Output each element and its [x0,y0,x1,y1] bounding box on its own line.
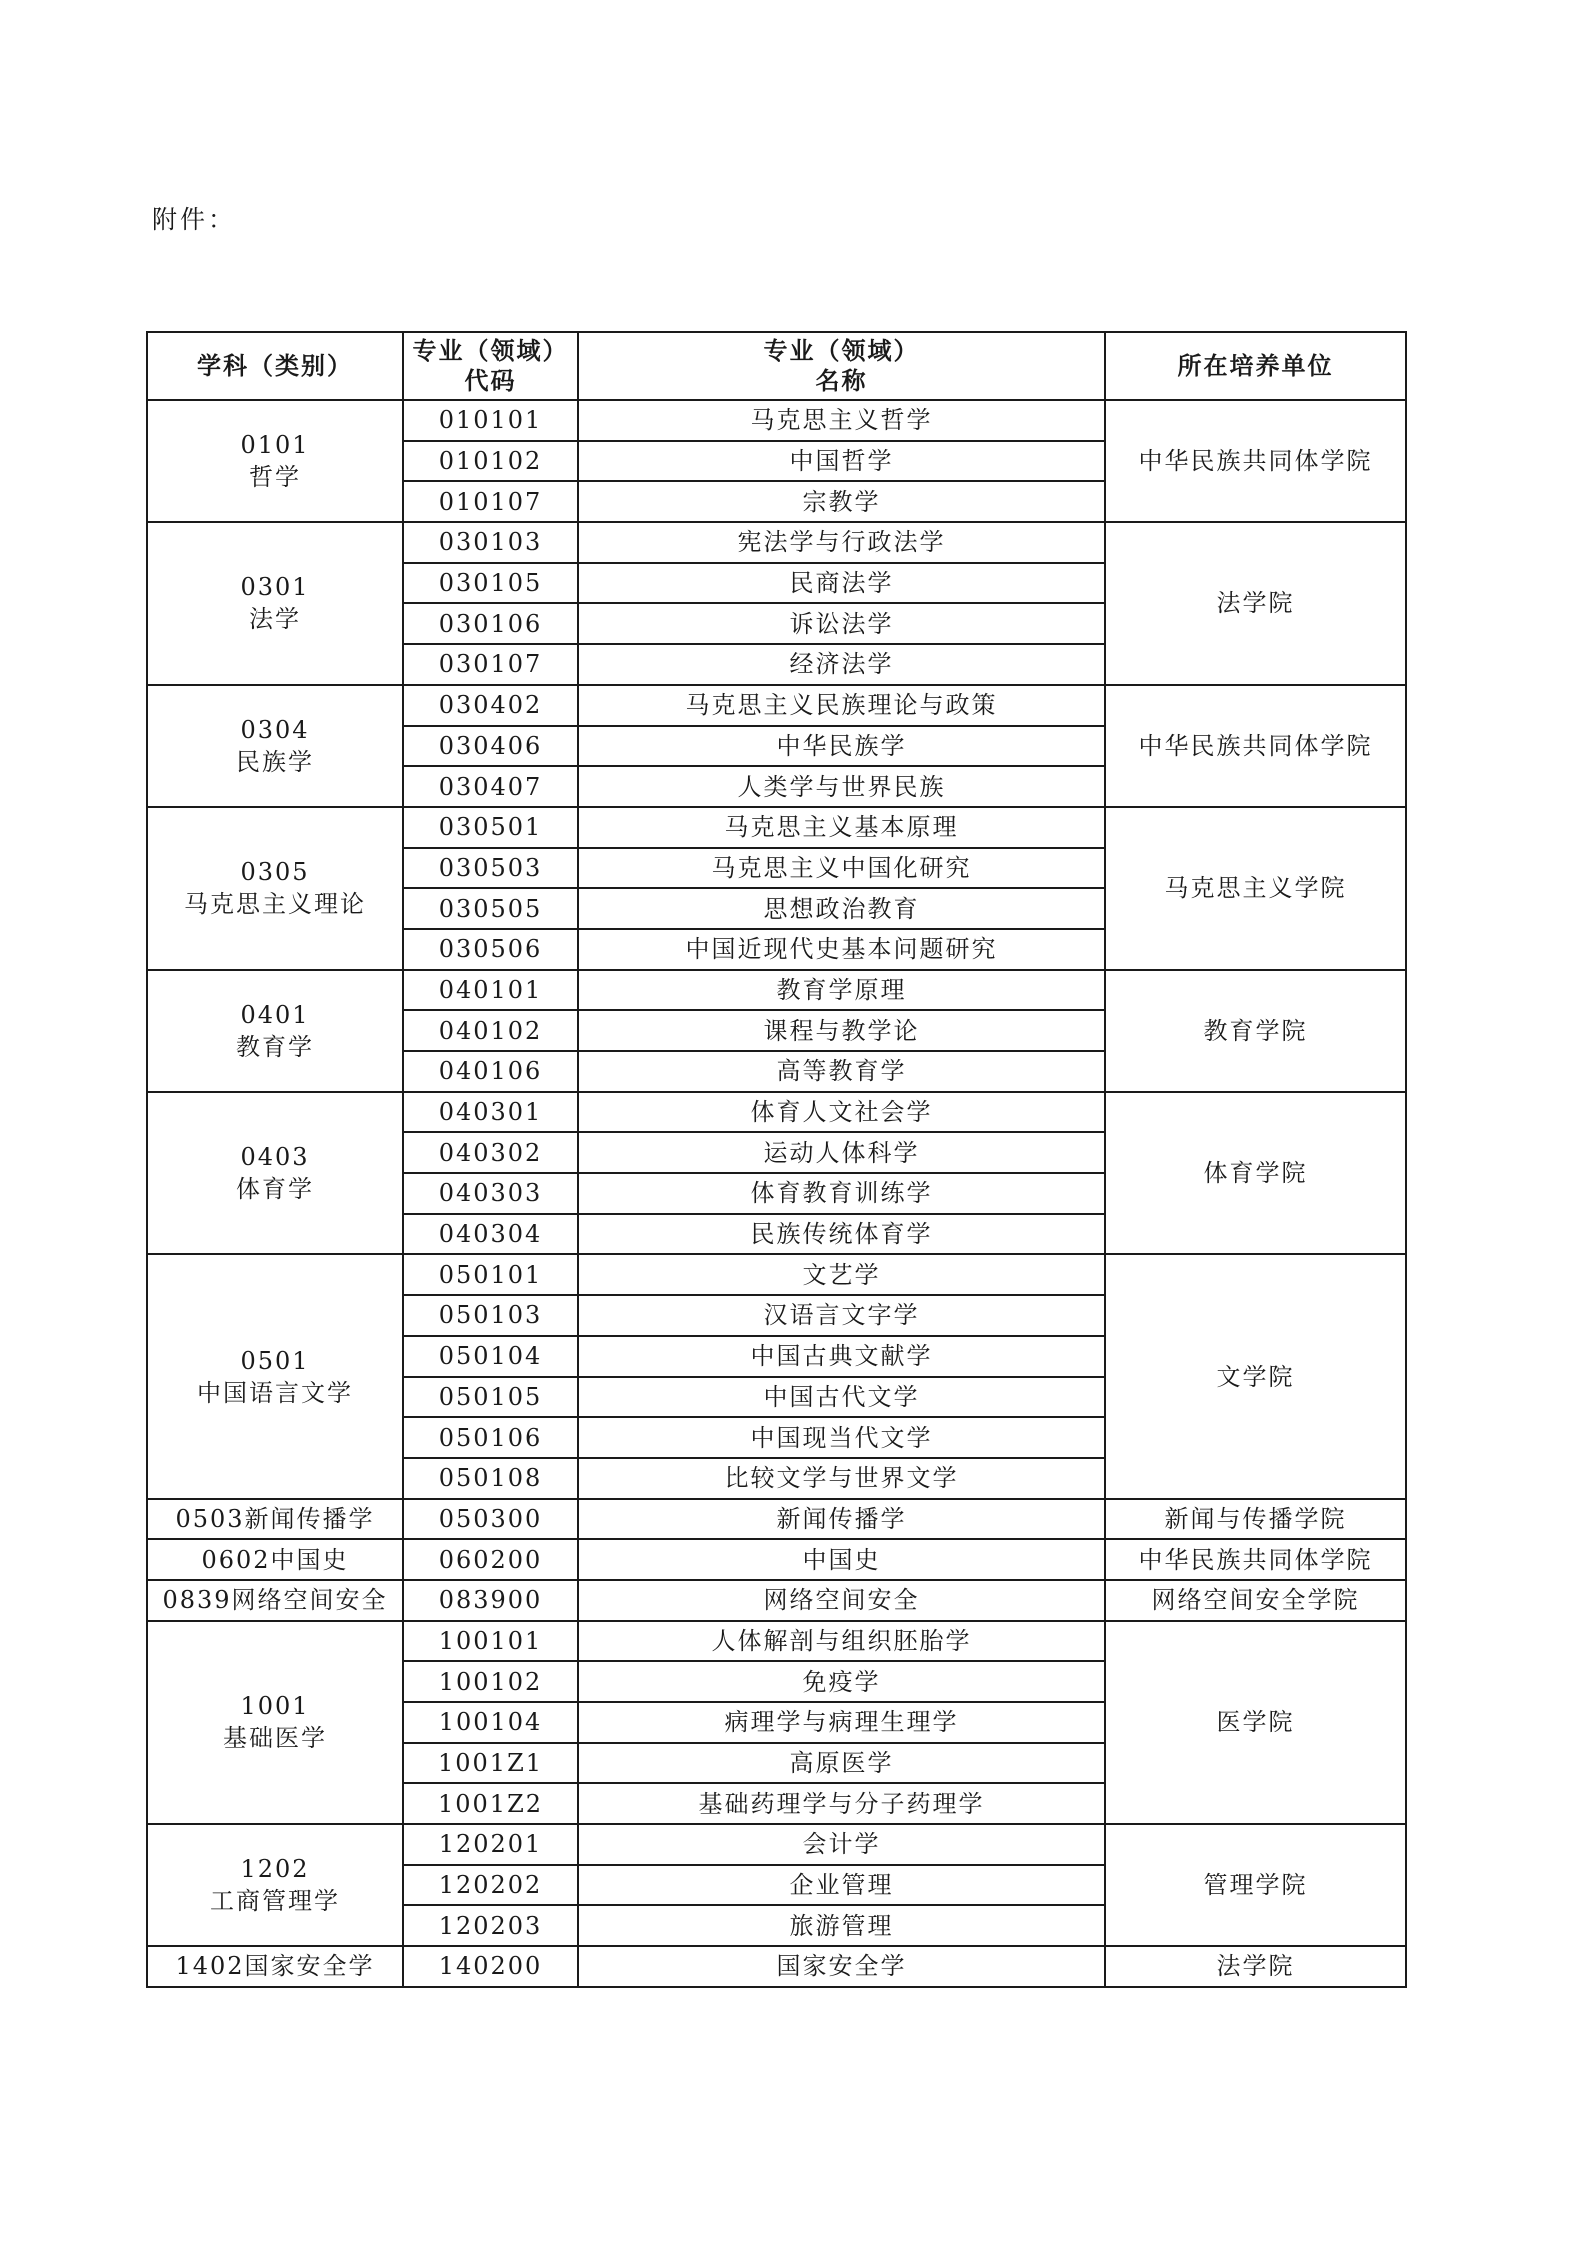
training-unit-cell: 网络空间安全学院 [1105,1580,1406,1621]
training-unit-cell: 新闻与传播学院 [1105,1499,1406,1540]
major-name-cell: 汉语言文字学 [578,1295,1105,1336]
major-code-cell: 120202 [403,1865,578,1906]
major-name-cell: 高原医学 [578,1743,1105,1784]
major-code-cell: 120201 [403,1824,578,1865]
major-code-cell: 030402 [403,685,578,726]
major-name-cell: 体育人文社会学 [578,1092,1105,1133]
discipline-code: 0501 [240,1346,310,1375]
training-unit-cell: 文学院 [1105,1254,1406,1498]
discipline-name: 中国语言文学 [197,1378,353,1407]
major-code-cell: 040102 [403,1010,578,1051]
table-row [147,1621,1406,1662]
discipline-name: 基础医学 [223,1724,327,1753]
header-name-line1: 专业（领域） [763,336,920,365]
discipline-cell: 0602中国史 [147,1539,403,1580]
major-name-cell: 人体解剖与组织胚胎学 [578,1621,1105,1662]
training-unit-cell: 法学院 [1105,1946,1406,1987]
header-discipline: 学科（类别） [147,332,403,400]
major-name-cell: 马克思主义哲学 [578,400,1105,441]
major-code-cell: 030106 [403,603,578,644]
major-name-cell: 基础药理学与分子药理学 [578,1783,1105,1824]
training-unit-cell: 中华民族共同体学院 [1105,685,1406,807]
discipline-code: 0305 [240,858,310,887]
major-code-cell: 100102 [403,1661,578,1702]
table-row [147,1946,1406,1987]
major-name-cell: 民商法学 [578,563,1105,604]
training-unit-cell: 马克思主义学院 [1105,807,1406,970]
major-name-cell: 中国现当代文学 [578,1417,1105,1458]
major-name-cell: 中国史 [578,1539,1105,1580]
major-name-cell: 新闻传播学 [578,1499,1105,1540]
table-row [147,1580,1406,1621]
discipline-cell [147,685,403,807]
major-code-cell: 050106 [403,1417,578,1458]
major-code-cell: 030503 [403,848,578,889]
major-name-cell: 中国哲学 [578,441,1105,482]
major-name-cell: 体育教育训练学 [578,1173,1105,1214]
table-row [147,522,1406,563]
discipline-cell [147,1824,403,1946]
discipline-cell [147,1254,403,1498]
major-name-cell: 宪法学与行政法学 [578,522,1105,563]
training-unit-cell: 管理学院 [1105,1824,1406,1946]
major-name-cell: 旅游管理 [578,1905,1105,1946]
discipline-cell [147,522,403,685]
table-row [147,807,1406,848]
major-code-cell: 030407 [403,766,578,807]
discipline-code: 0101 [240,431,310,460]
major-name-cell: 会计学 [578,1824,1105,1865]
discipline-code: 0401 [240,1000,310,1029]
major-code-cell: 040304 [403,1214,578,1255]
major-code-cell: 040106 [403,1051,578,1092]
header-row [147,332,1406,400]
major-name-cell: 文艺学 [578,1254,1105,1295]
major-code-cell: 050103 [403,1295,578,1336]
discipline-code: 0304 [240,715,310,744]
major-name-cell: 民族传统体育学 [578,1214,1105,1255]
major-name-cell: 比较文学与世界文学 [578,1458,1105,1499]
major-name-cell: 思想政治教育 [578,888,1105,929]
discipline-code: 0301 [240,573,310,602]
major-code-cell: 140200 [403,1946,578,1987]
table-row [147,400,1406,441]
discipline-name: 体育学 [236,1175,314,1204]
table-row [147,1254,1406,1295]
major-name-cell: 病理学与病理生理学 [578,1702,1105,1743]
major-name-cell: 人类学与世界民族 [578,766,1105,807]
major-code-cell: 040301 [403,1092,578,1133]
discipline-cell [147,970,403,1092]
major-name-cell: 课程与教学论 [578,1010,1105,1051]
major-code-cell: 030501 [403,807,578,848]
table-row [147,1092,1406,1133]
discipline-cell [147,1092,403,1255]
table-body [147,400,1406,1987]
major-name-cell: 中华民族学 [578,726,1105,767]
header-code-line1: 专业（领域） [412,336,569,365]
major-name-cell: 国家安全学 [578,1946,1105,1987]
major-code-cell: 083900 [403,1580,578,1621]
discipline-code: 1001 [240,1692,310,1721]
major-code-cell: 010107 [403,481,578,522]
discipline-name: 教育学 [236,1032,314,1061]
training-unit-cell: 中华民族共同体学院 [1105,400,1406,522]
table-row [147,1539,1406,1580]
header-unit: 所在培养单位 [1105,332,1406,400]
table-row [147,1824,1406,1865]
major-code-cell: 1001Z2 [403,1783,578,1824]
discipline-cell: 0839网络空间安全 [147,1580,403,1621]
major-code-cell: 040303 [403,1173,578,1214]
discipline-name: 法学 [249,605,301,634]
major-name-cell: 宗教学 [578,481,1105,522]
header-code [403,332,578,400]
discipline-cell: 0503新闻传播学 [147,1499,403,1540]
major-code-cell: 100101 [403,1621,578,1662]
discipline-cell [147,1621,403,1824]
major-code-cell: 030107 [403,644,578,685]
table-row [147,970,1406,1011]
major-code-cell: 1001Z1 [403,1743,578,1784]
major-code-cell: 030406 [403,726,578,767]
training-unit-cell: 中华民族共同体学院 [1105,1539,1406,1580]
major-code-cell: 010101 [403,400,578,441]
major-code-cell: 120203 [403,1905,578,1946]
majors-table [146,331,1407,1988]
major-code-cell: 050300 [403,1499,578,1540]
major-code-cell: 050108 [403,1458,578,1499]
training-unit-cell: 医学院 [1105,1621,1406,1824]
header-code-line2: 代码 [464,366,517,395]
major-name-cell: 诉讼法学 [578,603,1105,644]
header-name-line2: 名称 [815,366,868,395]
major-code-cell: 050101 [403,1254,578,1295]
major-name-cell: 企业管理 [578,1865,1105,1906]
major-name-cell: 网络空间安全 [578,1580,1105,1621]
table-row [147,1499,1406,1540]
major-name-cell: 教育学原理 [578,970,1105,1011]
discipline-code: 1202 [240,1855,310,1884]
major-name-cell: 马克思主义民族理论与政策 [578,685,1105,726]
major-name-cell: 中国古代文学 [578,1377,1105,1418]
major-name-cell: 免疫学 [578,1661,1105,1702]
discipline-name: 民族学 [236,747,314,776]
major-code-cell: 030103 [403,522,578,563]
major-code-cell: 030506 [403,929,578,970]
major-code-cell: 050105 [403,1377,578,1418]
major-code-cell: 010102 [403,441,578,482]
major-name-cell: 高等教育学 [578,1051,1105,1092]
major-code-cell: 040302 [403,1132,578,1173]
discipline-cell [147,400,403,522]
table-header [147,332,1406,400]
major-code-cell: 030505 [403,888,578,929]
major-name-cell: 经济法学 [578,644,1105,685]
training-unit-cell: 体育学院 [1105,1092,1406,1255]
major-name-cell: 中国近现代史基本问题研究 [578,929,1105,970]
major-name-cell: 马克思主义基本原理 [578,807,1105,848]
discipline-cell: 1402国家安全学 [147,1946,403,1987]
discipline-name: 哲学 [249,463,301,492]
discipline-cell [147,807,403,970]
discipline-name: 马克思主义理论 [184,890,366,919]
training-unit-cell: 教育学院 [1105,970,1406,1092]
training-unit-cell: 法学院 [1105,522,1406,685]
major-name-cell: 运动人体科学 [578,1132,1105,1173]
discipline-code: 0403 [240,1143,310,1172]
header-name [578,332,1105,400]
major-code-cell: 100104 [403,1702,578,1743]
major-code-cell: 050104 [403,1336,578,1377]
table-row [147,685,1406,726]
major-code-cell: 040101 [403,970,578,1011]
attachment-label: 附件： [152,205,237,234]
discipline-name: 工商管理学 [210,1887,340,1916]
major-name-cell: 马克思主义中国化研究 [578,848,1105,889]
major-code-cell: 030105 [403,563,578,604]
major-code-cell: 060200 [403,1539,578,1580]
major-name-cell: 中国古典文献学 [578,1336,1105,1377]
